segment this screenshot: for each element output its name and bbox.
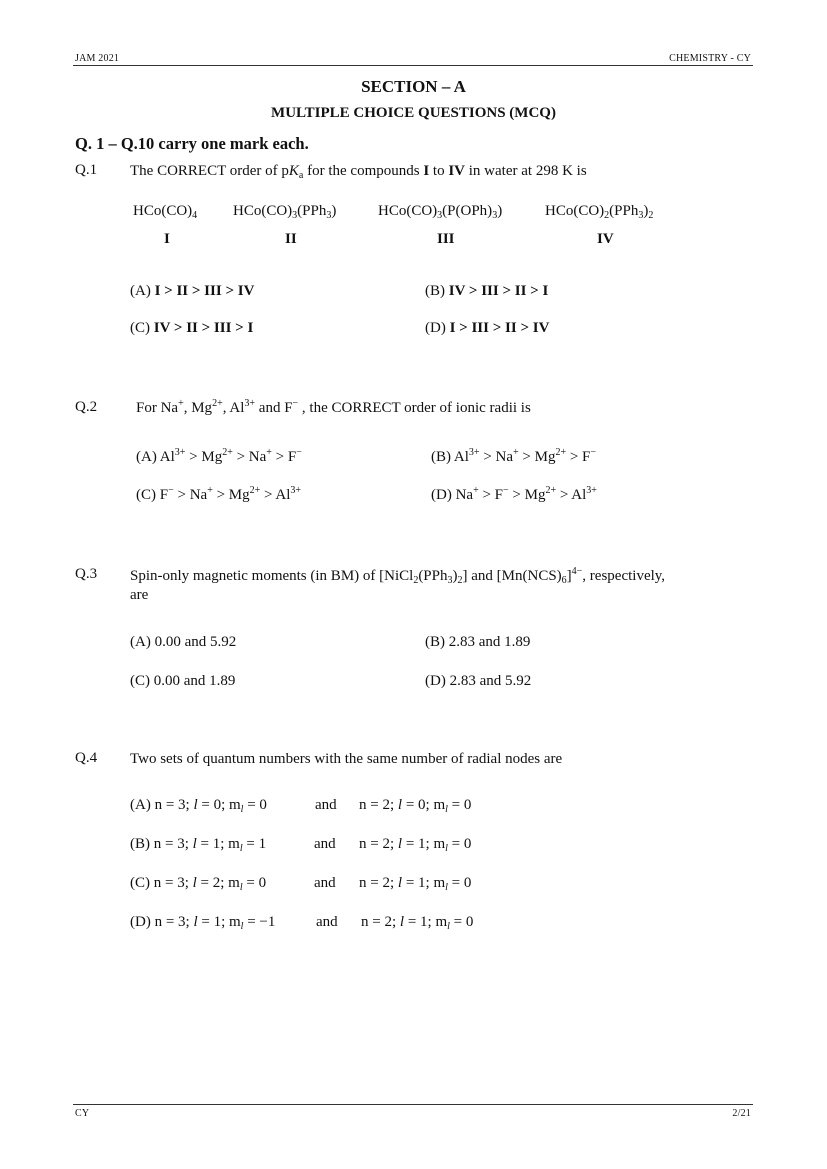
marks-note: Q. 1 – Q.10 carry one mark each. bbox=[75, 134, 309, 153]
footer-rule bbox=[73, 1104, 753, 1105]
section-subtitle: MULTIPLE CHOICE QUESTIONS (MCQ) bbox=[271, 105, 556, 121]
section-title: SECTION – A bbox=[361, 77, 466, 96]
header-rule bbox=[73, 65, 753, 66]
header-right: CHEMISTRY - CY bbox=[669, 53, 751, 64]
q3-text-line2: are bbox=[130, 587, 149, 603]
q3-option-d[interactable]: (D) 2.83 and 5.92 bbox=[425, 673, 532, 689]
q4-and-b: and bbox=[314, 836, 336, 852]
q1-compound-3: $HCo(CO)_3(P(OPh)_3)$ bbox=[378, 203, 503, 221]
q2-option-c[interactable]: (C) $F^- > Na^+ > Mg^{2+} > Al^{3+}$ bbox=[136, 485, 302, 503]
q1-compound-4: $HCo(CO)_2(PPh_3)_2$ bbox=[545, 203, 654, 221]
q3-text-line1: Spin-only magnetic moments (in BM) of $[NiCl_2(PPh_3)_2]$ and $[Mn(NCS)_6]^{4-}$, respectively, bbox=[130, 566, 666, 586]
q4-option-d-second: n = 2; l = 1; $m_l = 0$ bbox=[361, 914, 474, 932]
q4-number: Q.4 bbox=[75, 750, 98, 766]
q4-and-d: and bbox=[316, 914, 338, 930]
q4-option-c-second: n = 2; l = 1; $m_l = 0$ bbox=[359, 875, 472, 893]
q2-option-a[interactable]: (A) $Al^{3+} > Mg^{2+} > Na^+ > F^-$ bbox=[136, 447, 302, 465]
q4-and-c: and bbox=[314, 875, 336, 891]
q4-text: Two sets of quantum numbers with the same number of radial nodes are bbox=[130, 751, 563, 767]
q1-option-a[interactable]: (A) I > II > III > IV bbox=[130, 283, 255, 299]
q1-label-3: III bbox=[437, 231, 455, 247]
q4-option-a-second: n = 2; l = 0; $m_l = 0$ bbox=[359, 797, 472, 815]
q1-option-c[interactable]: (C) IV > II > III > I bbox=[130, 320, 254, 336]
q4-and-a: and bbox=[315, 797, 337, 813]
q3-option-a[interactable]: (A) 0.00 and 5.92 bbox=[130, 634, 237, 650]
header-left: JAM 2021 bbox=[75, 53, 120, 64]
q4-option-d[interactable]: (D) n = 3; l = 1; $m_l = -1$ bbox=[130, 914, 276, 932]
q2-text: For Na+, $Mg^{2+}$, $Al^{3+}$ and F− , the CORRECT order of ionic radii is bbox=[136, 398, 531, 416]
q1-label-2: II bbox=[285, 231, 297, 247]
q1-compound-2: $HCo(CO)_3(PPh_3)$ bbox=[233, 203, 337, 221]
q1-option-d[interactable]: (D) I > III > II > IV bbox=[425, 320, 550, 336]
q3-option-c[interactable]: (C) 0.00 and 1.89 bbox=[130, 673, 236, 689]
q2-option-b[interactable]: (B) $Al^{3+} > Na^+ > Mg^{2+} > F^-$ bbox=[431, 447, 597, 465]
q4-option-c[interactable]: (C) n = 3; l = 2; $m_l = 0$ bbox=[130, 875, 267, 893]
page-number: 2/21 bbox=[732, 1108, 751, 1119]
q1-label-1: I bbox=[164, 231, 170, 247]
q2-number: Q.2 bbox=[75, 399, 98, 415]
q4-option-a[interactable]: (A) n = 3; l = 0; $m_l = 0$ bbox=[130, 797, 267, 815]
q1-number: Q.1 bbox=[75, 162, 98, 178]
q1-label-4: IV bbox=[597, 231, 614, 247]
q3-number: Q.3 bbox=[75, 566, 98, 582]
q1-text: The CORRECT order of $pK_a$ for the compounds I to IV in water at 298 K is bbox=[130, 163, 587, 181]
q4-option-b-second: n = 2; l = 1; $m_l = 0$ bbox=[359, 836, 472, 854]
q1-compound-1: $HCo(CO)_4$ bbox=[133, 203, 198, 221]
q3-option-b[interactable]: (B) 2.83 and 1.89 bbox=[425, 634, 531, 650]
footer-left: CY bbox=[75, 1108, 90, 1119]
q1-option-b[interactable]: (B) IV > III > II > I bbox=[425, 283, 549, 299]
q4-option-b[interactable]: (B) n = 3; l = 1; $m_l = 1$ bbox=[130, 836, 267, 854]
q2-option-d[interactable]: (D) $Na^+ > F^- > Mg^{2+} > Al^{3+}$ bbox=[431, 485, 597, 503]
